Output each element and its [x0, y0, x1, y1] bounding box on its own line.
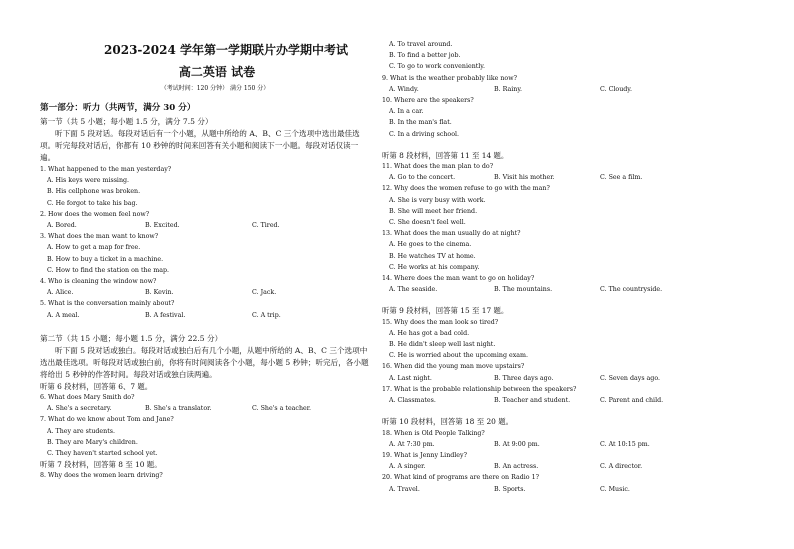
q18-option-b: B. At 9:00 pm. [494, 440, 540, 448]
right-column [382, 0, 754, 495]
question-5: 5. What is the conversation mainly about? [40, 300, 175, 308]
q14-options [382, 284, 754, 295]
q17-option-a: A. Classmates. [389, 397, 436, 405]
question-16: 16. When did the young man move upstairs? [382, 363, 525, 371]
question-18: 18. When is Old People Talking? [382, 429, 485, 437]
q7-option-c: C. They haven't started school yet. [47, 450, 158, 458]
q2-option-a: A. Bored. [47, 222, 77, 230]
q9-options [382, 84, 754, 95]
question-17: 17. What is the probable relationship between the speakers? [382, 385, 577, 393]
q2-option-c: C. Tired. [252, 222, 280, 230]
q20-option-c: C. Music. [600, 485, 630, 493]
q16-option-b: B. Three days ago. [494, 374, 554, 382]
q4-option-b: B. Kevin. [145, 289, 174, 297]
exam-title: 2023-2024 学年第一学期联片办学期中考试 [104, 43, 348, 57]
q11-option-b: B. Visit his mother. [494, 174, 555, 182]
q17-option-b: B. Teacher and student. [494, 397, 571, 405]
q4-option-a: A. Alice. [47, 289, 74, 297]
q10-option-b: B. In the man's flat. [389, 119, 452, 127]
q18-option-a: A. At 7:30 pm. [389, 440, 435, 448]
q8-option-a: A. To travel around. [389, 41, 453, 48]
section2-heading: 第二节（共 15 小题；每小题 1.5 分，满分 22.5 分） [40, 333, 223, 343]
q6-option-b: B. She's a translator. [145, 405, 212, 413]
exam-subtitle: 高二英语 试卷 [178, 65, 256, 79]
question-10: 10. Where are the speakers? [382, 97, 474, 105]
q19-options [382, 461, 754, 472]
q2-options [40, 220, 370, 231]
q4-options [40, 287, 370, 298]
q5-options [40, 310, 370, 321]
q1-option-b: B. His cellphone was broken. [47, 188, 141, 196]
q14-option-c: C. The countryside. [600, 286, 663, 294]
question-8: 8. Why does the women learn driving? [40, 472, 163, 480]
material-10-note: 听第 10 段材料，回答第 18 至 20 题。 [382, 417, 513, 427]
section1-heading: 第一节（共 5 小题；每小题 1.5 分，满分 7.5 分） [40, 117, 213, 126]
q14-option-b: B. The mountains. [494, 286, 553, 294]
q8-option-b: B. To find a better job. [389, 52, 461, 60]
material-6-note: 听第 6 段材料，回答第 6、7 题。 [40, 381, 153, 391]
q5-option-a: A. A meal. [47, 311, 80, 319]
q19-option-c: C. A director. [600, 463, 643, 471]
q20-options [382, 484, 754, 495]
q18-option-c: C. At 10:15 pm. [600, 440, 650, 448]
q16-options [382, 373, 754, 384]
q13-option-a: A. He goes to the cinema. [389, 241, 472, 249]
q17-options [382, 395, 754, 406]
question-3: 3. What does the man want to know? [40, 233, 159, 241]
question-6: 6. What does Mary Smith do? [40, 394, 135, 402]
q12-option-b: B. She will meet her friend. [389, 207, 478, 215]
q3-option-b: B. How to buy a ticket in a machine. [47, 255, 164, 263]
q11-option-c: C. See a film. [600, 174, 643, 182]
q7-option-b: B. They are Mary's children. [47, 438, 138, 446]
question-2: 2. How does the women feel now? [40, 210, 150, 218]
question-11: 11. What does the man plan to do? [382, 163, 494, 171]
q12-option-c: C. She doesn't feel well. [389, 219, 466, 227]
question-14: 14. Where does the man want to go on holiday? [382, 275, 535, 283]
q4-option-c: C. Jack. [252, 289, 277, 297]
q20-option-a: A. Travel. [389, 485, 420, 493]
part1-heading: 第一部分：听力（共两节，满分 30 分） [40, 103, 196, 113]
q11-options [382, 172, 754, 183]
q9-option-a: A. Windy. [389, 85, 419, 93]
q11-option-a: A. Go to the concert. [389, 174, 456, 182]
material-8-note: 听第 8 段材料，回答第 11 至 14 题。 [382, 150, 509, 160]
q7-option-a: A. They are students. [47, 427, 115, 435]
section1-instructions: 听下面 5 段对话。每段对话后有一个小题，从题中所给的 A、B、C 三个选项中选出最佳选项。听完每段对话后，你都有 10 秒钟的时间来回答有关小题和阅读下一小题。每段对话仅读一遍。 [40, 129, 360, 162]
q5-option-b: B. A festival. [145, 311, 186, 319]
q5-option-c: C. A trip. [252, 311, 281, 319]
q10-option-c: C. In a driving school. [389, 130, 460, 138]
question-19: 19. What is Jenny Lindley? [382, 451, 467, 459]
question-13: 13. What does the man usually do at night? [382, 230, 521, 238]
q13-option-b: B. He watches TV at home. [389, 252, 476, 260]
q15-option-b: B. He didn't sleep well last night. [389, 341, 496, 349]
q8-option-c: C. To go to work conveniently. [389, 63, 486, 71]
question-4: 4. Who is cleaning the window now? [40, 278, 157, 286]
question-7: 7. What do we know about Tom and Jane? [40, 416, 174, 424]
material-7-note: 听第 7 段材料，回答第 8 至 10 题。 [40, 460, 162, 470]
q14-option-a: A. The seaside. [389, 286, 438, 294]
question-15: 15. Why does the man look so tired? [382, 318, 499, 326]
q9-option-c: C. Cloudy. [600, 85, 633, 93]
q10-option-a: A. In a car. [389, 108, 424, 116]
q12-option-a: A. She is very busy with work. [389, 196, 486, 204]
question-20: 20. What kind of programs are there on Radio 1? [382, 474, 539, 482]
section2-instructions: 听下面 5 段对话或独白。每段对话或独白后有几个小题，从题中所给的 A、B、C 三个选项中选出最佳选项。听每段对话或独白前，你将有时间阅读各个小题，每小题 5 秒钟；听完后，各小题将给出 5 秒钟的作答时间。每段对话或独白读两遍。 [40, 345, 369, 379]
q19-option-b: B. An actress. [494, 463, 539, 471]
q15-option-a: A. He has got a bad cold. [389, 329, 470, 337]
q1-option-a: A. His keys were missing. [47, 177, 130, 185]
left-column [40, 0, 370, 482]
q18-options [382, 439, 754, 450]
q20-option-b: B. Sports. [494, 485, 526, 493]
q9-option-b: B. Rainy. [494, 85, 523, 93]
q1-option-c: C. He forgot to take his bag. [47, 199, 138, 207]
q3-option-c: C. How to find the station on the map. [47, 266, 170, 274]
q6-option-c: C. She's a teacher. [252, 405, 312, 413]
question-12: 12. Why does the women refuse to go with the man? [382, 185, 550, 193]
q17-option-c: C. Parent and child. [600, 397, 664, 405]
q19-option-a: A. A singer. [389, 463, 426, 471]
q16-option-a: A. Last night. [389, 374, 432, 382]
q3-option-a: A. How to get a map for free. [47, 244, 141, 252]
q13-option-c: C. He works at his company. [389, 263, 480, 271]
q2-option-b: B. Excited. [145, 222, 180, 230]
q6-option-a: A. She's a secretary. [47, 405, 112, 413]
q16-option-c: C. Seven days ago. [600, 374, 661, 382]
q6-options [40, 403, 370, 414]
question-9: 9. What is the weather probably like now? [382, 74, 517, 82]
q15-option-c: C. He is worried about the upcoming exam. [389, 352, 528, 360]
question-1: 1. What happened to the man yesterday? [40, 166, 172, 173]
material-9-note: 听第 9 段材料，回答第 15 至 17 题。 [382, 306, 509, 316]
exam-info: （考试时间：120 分钟） 满分 150 分） [160, 85, 270, 92]
